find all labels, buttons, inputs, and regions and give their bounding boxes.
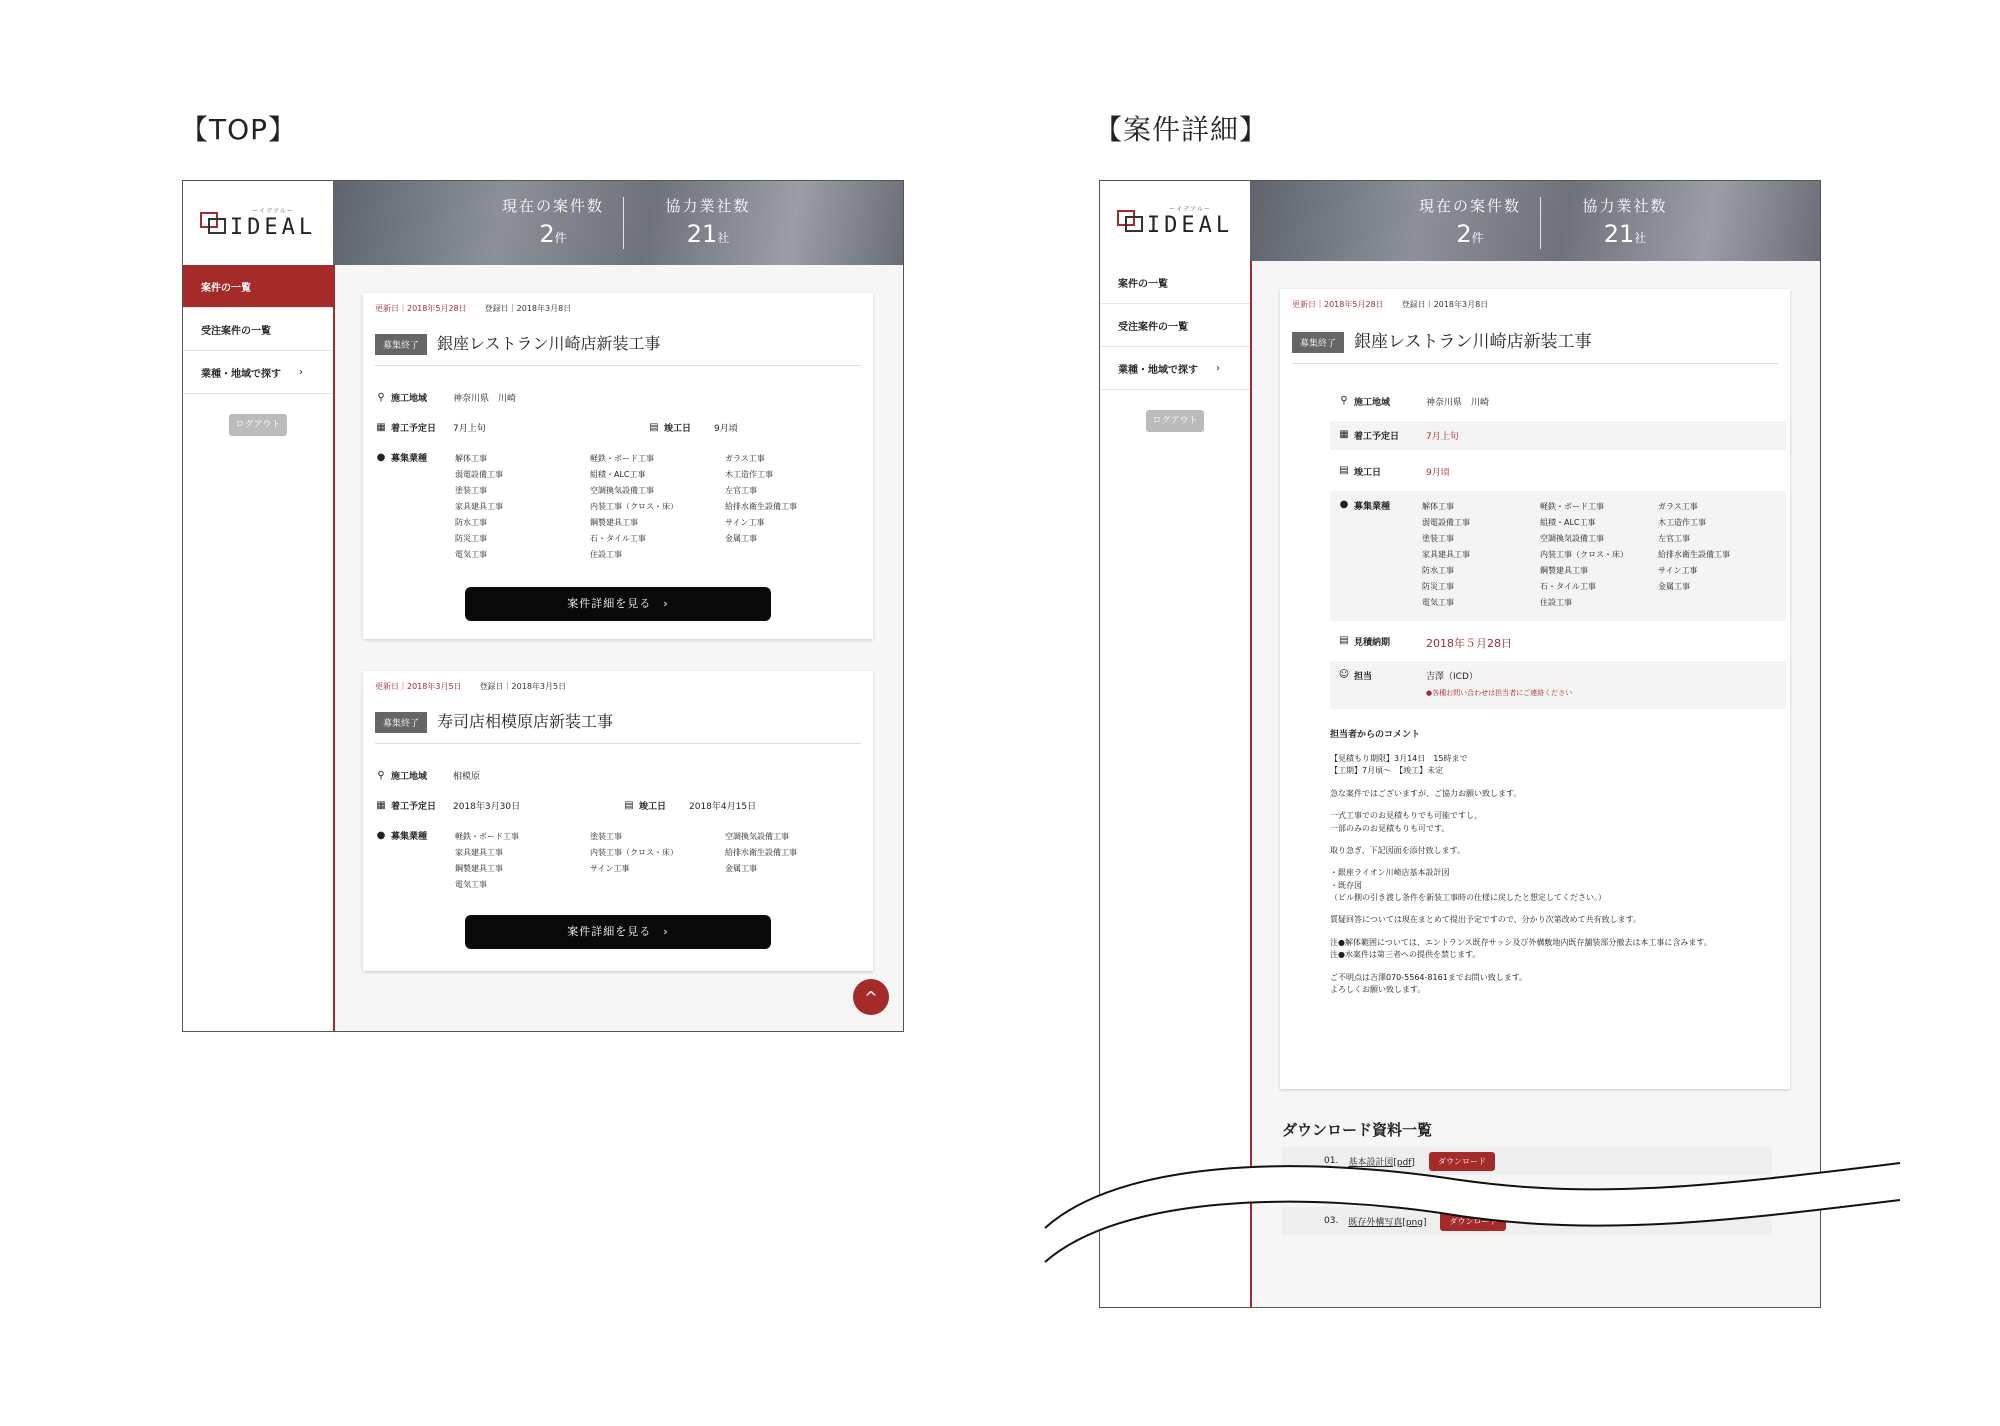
- trade-item: 左官工事: [725, 486, 757, 495]
- partner-count-value: 21社: [1603, 220, 1647, 248]
- start-label: 着工予定日: [391, 802, 437, 812]
- calendar-icon: ▦: [376, 422, 386, 433]
- top-panel-title: 【TOP】: [180, 113, 298, 146]
- trade-item: 塗装工事: [590, 832, 622, 841]
- start-label: 着工予定日: [391, 424, 437, 434]
- view-detail-button[interactable]: 案件詳細を見る ›: [465, 587, 771, 621]
- comment-line: 質疑回答については現在まとめて提出予定ですので、分かり次第改めて共有致します。: [1330, 915, 1642, 925]
- comment-line: よろしくお願い致します。: [1330, 985, 1426, 995]
- trades-label: 募集業種: [391, 454, 428, 464]
- finish-label: 竣工日: [639, 802, 667, 812]
- trade-item: 軽鉄・ボード工事: [590, 454, 654, 463]
- updated-date: 更新日｜2018年5月28日: [1292, 300, 1384, 309]
- trade-item: 弱電設備工事: [455, 470, 503, 479]
- trade-item: 内装工事（クロス・床）: [1540, 550, 1628, 559]
- trade-item: 給排水衛生設備工事: [1658, 550, 1730, 559]
- chevron-up-icon[interactable]: ^: [853, 979, 889, 1015]
- partner-count-label: 協力業社数: [1582, 197, 1668, 215]
- start-label: 着工予定日: [1354, 432, 1400, 442]
- trade-item: 防災工事: [455, 534, 487, 543]
- finish-label: 竣工日: [1354, 468, 1382, 478]
- comment-line: 急な案件ではございますが、ご協力お願い致します。: [1330, 788, 1522, 798]
- location-value: 相模原: [453, 772, 481, 782]
- trade-item: 軽鉄・ボード工事: [455, 832, 519, 841]
- downloads-title: ダウンロード資料一覧: [1282, 1121, 1433, 1139]
- trade-item: 解体工事: [1422, 502, 1454, 511]
- chevron-right-icon: ›: [1216, 362, 1220, 374]
- finish-value: 9月頃: [1426, 468, 1450, 478]
- trade-item: 鋼製建具工事: [1540, 566, 1588, 575]
- view-detail-button[interactable]: 案件詳細を見る ›: [465, 915, 771, 949]
- finish-value: 2018年4月15日: [689, 802, 757, 812]
- calendar-icon: ▦: [1339, 429, 1349, 440]
- comment-line: （ビル側の引き渡し条件を新装工事時の仕様に戻したと想定してください。）: [1330, 893, 1606, 903]
- location-pin-icon: ⚲: [377, 392, 385, 403]
- contact-note: ●各種お問い合わせは担当者にご連絡ください: [1426, 689, 1573, 697]
- registered-date: 登録日｜2018年3月5日: [479, 682, 567, 691]
- project-count-label: 現在の案件数: [1418, 197, 1521, 215]
- trade-item: 鋼製建具工事: [590, 518, 638, 527]
- download-no: 01.: [1324, 1156, 1339, 1166]
- logout-button[interactable]: ログアウト: [1146, 410, 1204, 432]
- logo-ruby: ーイデアルー: [1169, 206, 1211, 213]
- registered-date: 登録日｜2018年3月8日: [484, 304, 572, 313]
- trade-item: 木工造作工事: [1658, 518, 1706, 527]
- trade-item: 金属工事: [725, 534, 757, 543]
- trade-item: 組積・ALC工事: [1540, 518, 1596, 527]
- nav-label: 業種・地域で探す: [201, 368, 281, 380]
- trade-item: 家具建具工事: [1422, 550, 1470, 559]
- deadline-label: 見積納期: [1354, 638, 1391, 648]
- building-icon: ▤: [649, 422, 659, 433]
- comment-line: ご不明点は吉澤070-5564-8161までお問い致します。: [1330, 972, 1528, 982]
- trade-item: 住設工事: [1540, 598, 1572, 607]
- trade-item: 防災工事: [1422, 582, 1454, 591]
- comment-line: 一式工事でのお見積もりでも可能ですし、: [1330, 811, 1482, 821]
- project-title[interactable]: 寿司店相模原店新装工事: [437, 712, 614, 731]
- trade-item: 防水工事: [1422, 566, 1454, 575]
- trade-item: 内装工事（クロス・床）: [590, 502, 678, 511]
- trade-item: 木工造作工事: [725, 470, 773, 479]
- comment-line: ・既存図: [1330, 880, 1362, 890]
- start-value: 7月上旬: [1426, 432, 1459, 442]
- trade-item: 防水工事: [455, 518, 487, 527]
- updated-date: 更新日｜2018年5月28日: [375, 304, 467, 313]
- trade-item: 塗装工事: [1422, 534, 1454, 543]
- deadline-value: 2018年５月28日: [1426, 637, 1512, 650]
- detail-panel-title: 【案件詳細】: [1094, 113, 1269, 146]
- updated-date: 更新日｜2018年3月5日: [375, 682, 462, 691]
- trade-item: 金属工事: [1658, 582, 1690, 591]
- status-badge: 募集終了: [375, 334, 427, 355]
- building-icon: ▤: [1339, 465, 1349, 476]
- trade-item: 石・タイル工事: [1540, 582, 1596, 591]
- contact-value: 吉澤（ICD）: [1426, 672, 1478, 682]
- logo-ruby: ーイデアルー: [252, 208, 294, 215]
- comment-line: 注●水案件は第三者への提供を禁じます。: [1330, 950, 1481, 960]
- comment-line: ・銀座ライオン川崎店基本設計図: [1330, 868, 1450, 878]
- trade-item: 塗装工事: [455, 486, 487, 495]
- trade-item: ガラス工事: [1658, 502, 1698, 511]
- trade-item: 空調換気設備工事: [590, 486, 654, 495]
- logo-text: IDEAL: [1146, 213, 1234, 238]
- comment-line: 注●解体範囲については、エントランス既存サッシ及び外構敷地内既存舗装部分撤去は本工事に含みます。: [1330, 937, 1712, 947]
- trade-item: 電気工事: [455, 550, 487, 559]
- nav-label: 業種・地域で探す: [1118, 364, 1198, 376]
- person-icon: ●: [376, 452, 386, 463]
- trade-item: 軽鉄・ボード工事: [1540, 502, 1604, 511]
- calendar-icon: ▦: [376, 800, 386, 811]
- trade-item: 解体工事: [455, 454, 487, 463]
- trade-item: 空調換気設備工事: [725, 832, 789, 841]
- trade-item: 鋼製建具工事: [455, 864, 503, 873]
- partner-count-value: 21社: [686, 220, 730, 248]
- trade-item: サイン工事: [725, 518, 765, 527]
- partner-count-label: 協力業社数: [665, 197, 751, 215]
- finish-value: 9月頃: [714, 424, 738, 434]
- person-icon: ●: [1339, 499, 1349, 510]
- location-label: 施工地域: [391, 394, 428, 404]
- trade-item: 金属工事: [725, 864, 757, 873]
- start-value: 7月上旬: [453, 424, 486, 434]
- nav-label: 受注案件の一覧: [1118, 321, 1188, 333]
- finish-label: 竣工日: [664, 424, 692, 434]
- project-count-value: 2件: [539, 220, 567, 248]
- nav-label: 案件の一覧: [1118, 278, 1168, 290]
- project-count-value: 2件: [1456, 220, 1484, 248]
- status-badge: 募集終了: [1292, 332, 1344, 353]
- download-no: 03.: [1324, 1216, 1339, 1226]
- start-value: 2018年3月30日: [453, 802, 521, 812]
- comment-title: 担当者からのコメント: [1330, 730, 1421, 740]
- chevron-right-icon: ›: [299, 366, 303, 378]
- comment-line: 【工期】7月頃～ 【竣工】未定: [1330, 766, 1444, 776]
- trade-item: 石・タイル工事: [590, 534, 646, 543]
- project-count-label: 現在の案件数: [501, 197, 604, 215]
- nav-label: 受注案件の一覧: [201, 325, 271, 337]
- comment-line: 【見積もり期限】3月14日 15時まで: [1330, 753, 1468, 763]
- trade-item: 電気工事: [1422, 598, 1454, 607]
- trade-item: 弱電設備工事: [1422, 518, 1470, 527]
- location-pin-icon: ⚲: [1340, 395, 1348, 406]
- registered-date: 登録日｜2018年3月8日: [1401, 300, 1489, 309]
- comment-line: 取り急ぎ、下記図面を添付致します。: [1330, 845, 1466, 855]
- location-pin-icon: ⚲: [377, 770, 385, 781]
- smiley-icon: ☺: [1338, 669, 1350, 680]
- trade-item: 左官工事: [1658, 534, 1690, 543]
- trade-item: 家具建具工事: [455, 848, 503, 857]
- comment-line: 一部のみのお見積もりも可です。: [1330, 823, 1450, 833]
- trade-item: ガラス工事: [725, 454, 765, 463]
- logout-button[interactable]: ログアウト: [229, 414, 287, 436]
- trade-item: 給排水衛生設備工事: [725, 848, 797, 857]
- document-icon: ▤: [1339, 635, 1349, 646]
- location-label: 施工地域: [1354, 398, 1391, 408]
- nav-label: 案件の一覧: [201, 282, 251, 294]
- download-button[interactable]: ダウンロード: [1429, 1152, 1495, 1171]
- trades-label: 募集業種: [391, 832, 428, 842]
- status-badge: 募集終了: [375, 712, 427, 733]
- location-value: 神奈川県 川崎: [453, 394, 517, 404]
- trade-item: 住設工事: [590, 550, 622, 559]
- trade-item: 組積・ALC工事: [590, 470, 646, 479]
- location-value: 神奈川県 川崎: [1426, 398, 1490, 408]
- trade-item: 家具建具工事: [455, 502, 503, 511]
- trade-item: 内装工事（クロス・床）: [590, 848, 678, 857]
- download-file-link[interactable]: 基本設計図[pdf]: [1348, 1157, 1415, 1168]
- logo-text: IDEAL: [229, 215, 317, 240]
- download-file-link[interactable]: 既存外構写真[png]: [1348, 1217, 1427, 1228]
- trade-item: 電気工事: [455, 880, 487, 889]
- person-icon: ●: [376, 830, 386, 841]
- trades-label: 募集業種: [1354, 502, 1391, 512]
- project-title: 銀座レストラン川崎店新装工事: [1354, 332, 1592, 352]
- trade-item: サイン工事: [1658, 566, 1698, 575]
- building-icon: ▤: [624, 800, 634, 811]
- trade-item: サイン工事: [590, 864, 630, 873]
- trade-item: 空調換気設備工事: [1540, 534, 1604, 543]
- location-label: 施工地域: [391, 772, 428, 782]
- download-button[interactable]: ダウンロード: [1440, 1212, 1506, 1231]
- trade-item: 給排水衛生設備工事: [725, 502, 797, 511]
- project-title[interactable]: 銀座レストラン川崎店新装工事: [437, 334, 661, 353]
- contact-label: 担当: [1354, 672, 1373, 682]
